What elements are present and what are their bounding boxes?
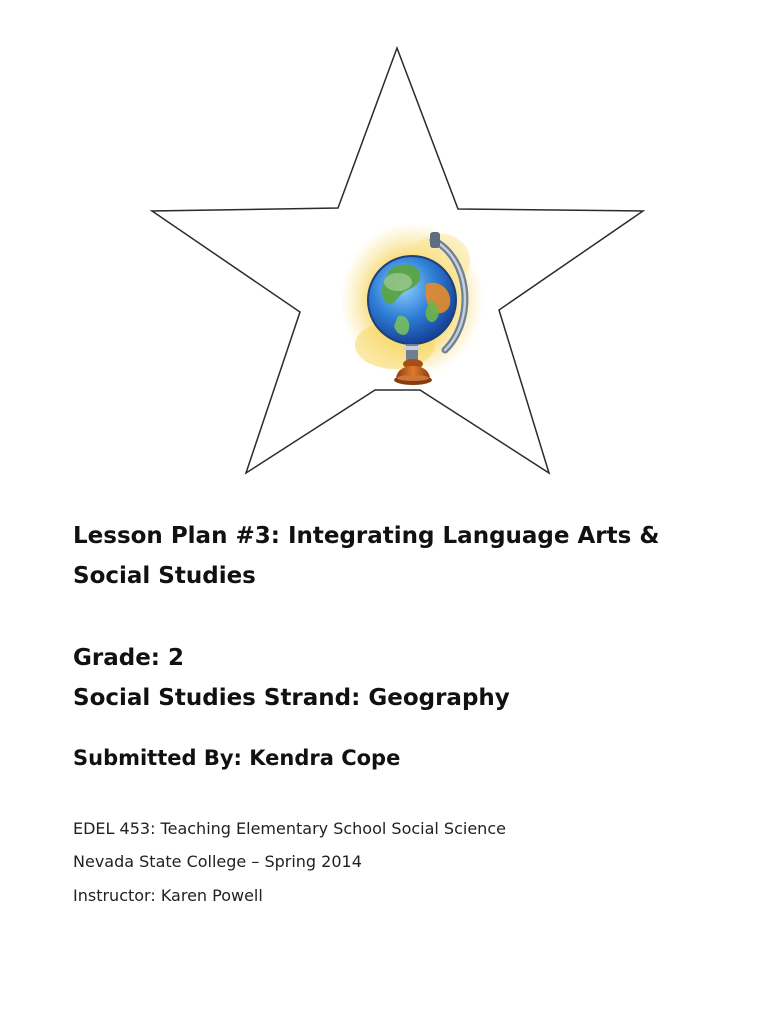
college-term: Nevada State College – Spring 2014 bbox=[73, 852, 362, 871]
submitted-by: Submitted By: Kendra Cope bbox=[73, 746, 401, 770]
title-line-1: Lesson Plan #3: Integrating Language Arts & bbox=[73, 523, 660, 549]
title-line-2: Social Studies bbox=[73, 563, 256, 589]
social-studies-strand: Social Studies Strand: Geography bbox=[73, 685, 510, 711]
lesson-plan-title bbox=[73, 516, 713, 596]
grade-level: Grade: 2 bbox=[73, 645, 185, 671]
instructor-name: Instructor: Karen Powell bbox=[73, 886, 263, 905]
course-name: EDEL 453: Teaching Elementary School Social Science bbox=[73, 819, 506, 838]
